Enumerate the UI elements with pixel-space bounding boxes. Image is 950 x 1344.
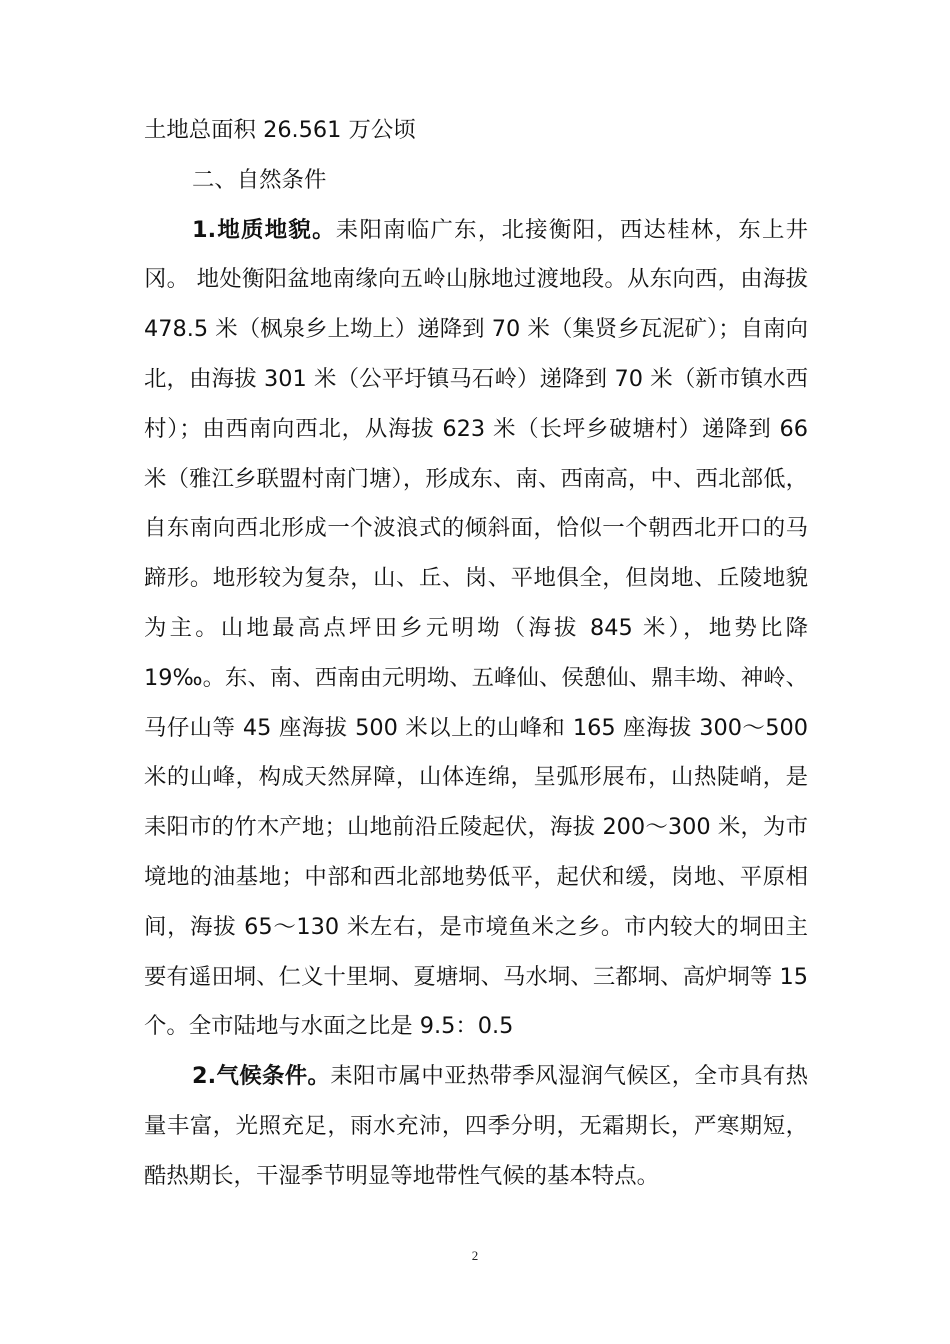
paragraph-body: 耒阳市属中亚热带季风湿润气候区，全市具有热量丰富，光照充足，雨水充沛，四季分明，无霜期长，严寒期短，酷热期长，干湿季节明显等地带性气候的基本特点。 — [144, 1063, 808, 1189]
paragraph-lead: 2.气候条件。 — [192, 1063, 331, 1090]
intro-line: 土地总面积 26.561 万公顷 — [144, 117, 416, 143]
paragraph-body: 耒阳南临广东，北接衡阳，西达桂林，东上井冈。 地处衡阳盆地南缘向五岭山脉地过渡地段。从东向西，由海拔 478.5 米（枫泉乡上坳上）递降到 70 米（集贤乡瓦泥矿）；自南向北，由海拔 301 米（公平圩镇马石岭）递降到 70 米（新市镇水西村）；由西南向西北，从海拔 623 米（长坪乡破塘村）递降到 66 米（雅江乡联盟村南门塘），形成东、南、西南高，中、西北部低，自东南向西北形成一个波浪式的倾斜面，恰似一个朝西北开口的马蹄形。地形较为复杂，山、丘、岗、平地俱全，但岗地、丘陵地貌为主。山地最高点坪田乡元明坳（海拔 845 米），地势比降 19‰。东、南、西南由元明坳、五峰仙、侯憩仙、鼎丰坳、神岭、马仔山等 45 座海拔 500 米以上的山峰和 165 座海拔 300～500 米的山峰，构成天然屏障，山体连绵，呈弧形展布，山热陡峭，是耒阳市的竹木产地；山地前沿丘陵起伏，海拔 200～300 米，为市境地的油基地；中部和西北部地势低平，起伏和缓，岗地、平原相间，海拔 65～130 米左右，是市境鱼米之乡。市内较大的垌田主要有遥田垌、仁义十里垌、夏塘垌、马水垌、三都垌、高炉垌等 15 个。全市陆地与水面之比是 9.5：0.5 — [144, 216, 809, 1040]
page-number: 2 — [471, 1248, 479, 1263]
paragraph-geology — [144, 206, 808, 1053]
document-body — [144, 106, 808, 1202]
paragraph-climate — [144, 1052, 808, 1201]
paragraph-lead: 1.地质地貌。 — [192, 216, 336, 243]
section-heading: 二、自然条件 — [192, 166, 327, 193]
